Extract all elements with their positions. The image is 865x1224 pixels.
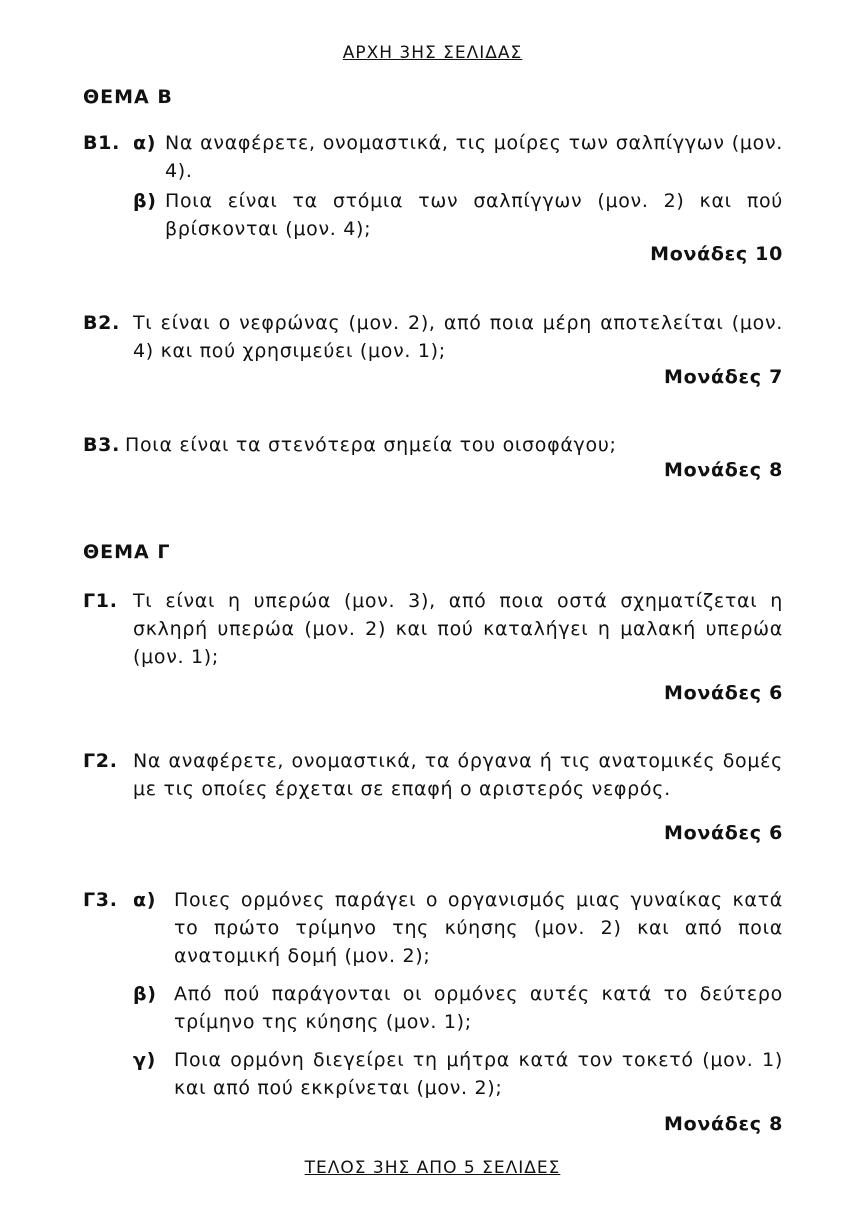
subquestion-label: β) [133,190,157,212]
subquestion-label: α) [133,889,157,911]
marks-b1: Μονάδες 10 [650,243,783,265]
question-text: Τι είναι ο νεφρώνας (μον. 2), από ποια μέρη αποτελείται (μον. 4) και πού χρησιμεύει (μον. 1); [133,312,783,362]
subquestion-a [133,886,783,970]
marks-c2: Μονάδες 6 [664,822,783,844]
question-number: Β3. [83,434,121,456]
question-number: Γ1. [83,590,118,612]
question-body [133,747,783,803]
subquestion-label: β) [133,983,157,1005]
subquestion-text: Ποια είναι τα στόμια των σαλπίγγων (μον. 2) και πού βρίσκονται (μον. 4); [165,190,783,240]
question-body [133,587,783,671]
subquestion-text: Να αναφέρετε, ονομαστικά, τις μοίρες των σαλπίγγων (μον. 4). [165,132,783,182]
subquestion-label: α) [133,132,157,154]
subquestion-a [133,129,783,185]
subquestion-g [133,1046,783,1102]
question-text: Ποια είναι τα στενότερα σημεία του οισοφάγου; [125,434,617,456]
marks-c1: Μονάδες 6 [664,682,783,704]
page-footer: ΤΕΛΟΣ 3ΗΣ ΑΠΟ 5 ΣΕΛΙΔΕΣ [304,1158,561,1178]
subquestion-text: Ποια ορμόνη διεγείρει τη μήτρα κατά τον τοκετό (μον. 1) και από πού εκκρίνεται (μον. 2); [174,1049,783,1099]
question-number: Γ2. [83,750,118,772]
question-c1 [83,587,783,671]
subquestion-b [133,980,783,1036]
question-c2 [83,747,783,803]
question-text: Τι είναι η υπερώα (μον. 3), από ποια οστά σχηματίζεται η σκληρή υπερώα (μον. 2) και πού καταλήγει η μαλακή υπερώα (μον. 1); [133,590,783,668]
subquestion-text: Ποιες ορμόνες παράγει ο οργανισμός μιας γυναίκας κατά το πρώτο τρίμηνο της κύησης (μον. 2) και από ποια ανατομική δομή (μον. 2); [174,889,783,967]
marks-c3: Μονάδες 8 [664,1113,783,1135]
marks-b3: Μονάδες 8 [664,459,783,481]
question-body [133,309,783,365]
question-c3 [83,886,783,1102]
page-header: ΑΡΧΗ 3ΗΣ ΣΕΛΙΔΑΣ [342,43,523,63]
question-text: Να αναφέρετε, ονομαστικά, τα όργανα ή τις ανατομικές δομές με τις οποίες έρχεται σε επαφή ο αριστερός νεφρός. [133,750,783,800]
subquestion-b [133,187,783,243]
question-number: Β1. [83,132,121,154]
question-body [125,431,783,459]
question-number: Γ3. [83,889,118,911]
question-b2 [83,309,783,365]
section-title-theme-b: ΘΕΜΑ Β [83,86,173,108]
subquestion-label: γ) [133,1049,157,1071]
subquestion-text: Από πού παράγονται οι ορμόνες αυτές κατά το δεύτερο τρίμηνο της κύησης (μον. 1); [174,983,783,1033]
question-b3 [83,431,783,459]
section-title-theme-c: ΘΕΜΑ Γ [83,541,171,563]
question-number: Β2. [83,312,121,334]
marks-b2: Μονάδες 7 [664,366,783,388]
question-b1 [83,129,783,243]
